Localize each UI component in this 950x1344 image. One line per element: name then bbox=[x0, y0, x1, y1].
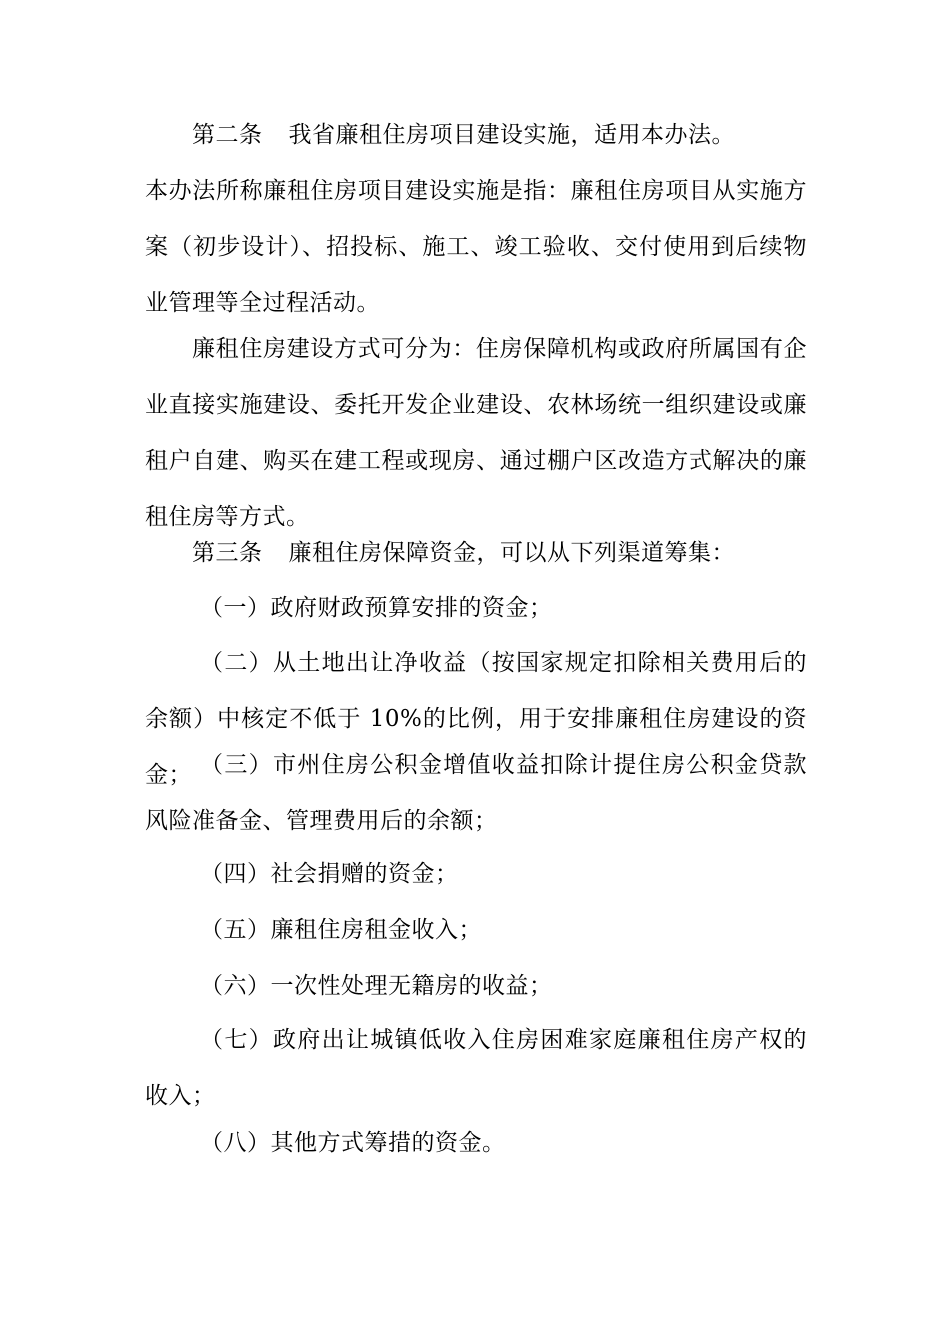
list-item: （八）其他方式筹措的资金。 bbox=[200, 1130, 506, 1156]
list-item: （四）社会捐赠的资金； bbox=[200, 861, 459, 887]
article-2-text: 我省廉租住房项目建设实施，适用本办法。 bbox=[288, 122, 735, 148]
article-3-paragraph bbox=[145, 525, 807, 581]
list-item: （七）政府出让城镇低收入住房困难家庭廉租住房产权的收入； bbox=[145, 1027, 807, 1109]
article-2-heading: 第二条 bbox=[192, 122, 263, 148]
list-item: （二）从土地出让净收益（按国家规定扣除相关费用后的余额）中核定不低于 10%的比例，用于安排廉租住房建设的资金； bbox=[145, 650, 807, 788]
list-item: （六）一次性处理无籍房的收益； bbox=[200, 973, 553, 999]
article-3-heading: 第三条 bbox=[192, 540, 263, 566]
list-item: （一）政府财政预算安排的资金； bbox=[200, 595, 553, 621]
construction-methods-paragraph: 廉租住房建设方式可分为：住房保障机构或政府所属国有企业直接实施建设、委托开发企业建设、农林场统一组织建设或廉租户自建、购买在建工程或现房、通过棚户区改造方式解决的廉租住房等方式。 bbox=[145, 336, 807, 530]
article-2-paragraph bbox=[145, 107, 807, 163]
list-item: （三）市州住房公积金增值收益扣除计提住房公积金贷款风险准备金、管理费用后的余额； bbox=[145, 752, 807, 834]
list-item: （五）廉租住房租金收入； bbox=[200, 917, 482, 943]
definition-paragraph: 本办法所称廉租住房项目建设实施是指：廉租住房项目从实施方案（初步设计）、招投标、施工、竣工验收、交付使用到后续物业管理等全过程活动。 bbox=[145, 178, 807, 316]
article-3-text: 廉租住房保障资金，可以从下列渠道筹集： bbox=[288, 540, 735, 566]
